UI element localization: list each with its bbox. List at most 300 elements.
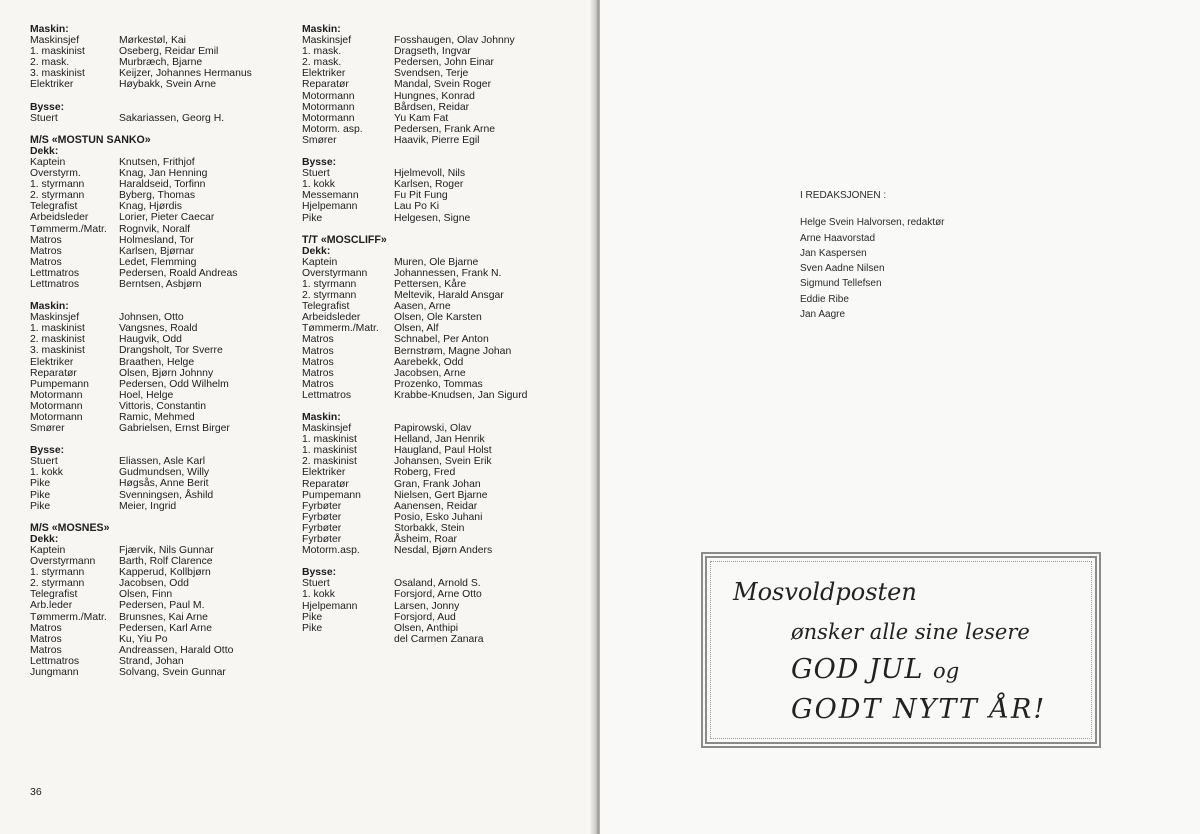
crew-name: Ramic, Mehmed [119, 412, 195, 423]
crew-row [30, 57, 292, 68]
crew-name: Yu Kam Fat [394, 112, 449, 124]
crew-role: Pumpemann [302, 489, 361, 501]
crew-row [30, 312, 292, 323]
crew-name: Karlsen, Bjørnar [119, 245, 195, 257]
greeting-line-1: Mosvoldposten [733, 578, 917, 606]
department-heading: Bysse: [302, 567, 337, 579]
crew-row [302, 423, 582, 434]
crew-row [302, 612, 582, 623]
crew-row [302, 135, 582, 146]
department-heading: Dekk: [30, 145, 59, 157]
crew-row [30, 379, 292, 390]
crew-row [302, 113, 582, 124]
crew-role: Fyrbøter [302, 522, 342, 534]
crew-row [302, 79, 582, 90]
crew-row [30, 612, 292, 623]
crew-role: 1. styrmann [30, 567, 85, 579]
crew-name: Murbræch, Bjarne [119, 57, 203, 69]
editorial-member: Arne Haavorstad [800, 232, 876, 244]
crew-section [30, 523, 292, 678]
crew-row [30, 645, 292, 656]
crew-role: Matros [302, 334, 334, 346]
crew-row [30, 224, 292, 235]
crew-name: Vangsnes, Roald [119, 323, 198, 335]
editorial-member: Eddie Ribe [800, 293, 849, 305]
crew-name: Ku, Yiu Po [119, 633, 168, 645]
crew-role: Matros [30, 234, 62, 246]
greeting-line-2: ønsker alle sine lesere [791, 620, 1030, 644]
crew-name: Knutsen, Frithjof [119, 156, 195, 168]
crew-role: Motormann [302, 112, 355, 124]
crew-name: Kapperud, Kollbjørn [119, 567, 211, 579]
crew-section [302, 567, 582, 645]
crew-name: Pedersen, Odd Wilhelm [119, 378, 229, 390]
crew-name: Storbakk, Stein [394, 522, 465, 534]
crew-name: Ledet, Flemming [119, 256, 197, 268]
crew-name: Haraldseid, Torfinn [119, 179, 206, 191]
crew-name: Gudmundsen, Willy [119, 467, 210, 479]
crew-section [30, 102, 292, 124]
crew-name: Eliassen, Asle Karl [119, 456, 206, 468]
crew-name: Haavik, Pierre Egil [394, 134, 480, 146]
crew-role: 2. styrmann [30, 190, 85, 202]
crew-name: Aasen, Arne [394, 301, 451, 313]
crew-name: Forsjord, Arne Otto [394, 589, 482, 601]
crew-name: Fosshaugen, Olav Johnny [394, 35, 515, 47]
crew-name: Osaland, Arnold S. [394, 578, 481, 590]
crew-row [302, 57, 582, 68]
crew-role: Lettmatros [30, 278, 80, 290]
crew-name: Olsen, Alf [394, 323, 439, 335]
crew-role: Pike [30, 489, 51, 501]
crew-row [302, 467, 582, 478]
crew-role: Overstyrmann [30, 556, 96, 568]
crew-role: Pumpemann [30, 378, 89, 390]
crew-role: Matros [302, 345, 334, 357]
crew-role: Motorm.asp. [302, 545, 360, 557]
crew-role: Telegrafist [302, 301, 350, 313]
crew-role: 2. styrmann [30, 578, 85, 590]
crew-name: Pedersen, Paul M. [119, 600, 205, 612]
crew-row [302, 323, 582, 334]
crew-role: Reparatør [302, 478, 349, 490]
crew-name: Hoel, Helge [119, 389, 174, 401]
crew-role: 1. kokk [302, 179, 335, 191]
crew-name: Helgesen, Signe [394, 212, 471, 224]
department-heading: Dekk: [30, 533, 59, 545]
crew-name: Berntsen, Asbjørn [119, 278, 202, 290]
crew-row [30, 556, 292, 567]
crew-name: Aarebekk, Odd [394, 356, 464, 368]
crew-row [30, 268, 292, 279]
crew-name: Olsen, Finn [119, 589, 173, 601]
crew-row [302, 312, 582, 323]
crew-row [302, 589, 582, 600]
crew-name: Bårdsen, Reidar [394, 101, 470, 113]
crew-role: Maskinsjef [302, 35, 352, 47]
crew-role: Stuert [302, 578, 330, 590]
crew-role: Motormann [30, 412, 83, 423]
crew-role: 1. kokk [302, 589, 335, 601]
department-heading: Bysse: [302, 157, 337, 169]
editorial-board [800, 188, 945, 322]
crew-name: Jacobsen, Arne [394, 367, 466, 379]
crew-name: Åsheim, Roar [394, 534, 457, 546]
crew-role: 1. maskinist [302, 434, 357, 446]
crew-row [30, 257, 292, 268]
crew-role: Kaptein [302, 256, 338, 268]
crew-section [30, 24, 292, 91]
crew-role: Tømmerm./Matr. [302, 323, 379, 335]
crew-row [302, 434, 582, 445]
crew-role: Motorm. asp. [302, 123, 363, 135]
crew-name: Olsen, Ole Karsten [394, 312, 482, 324]
crew-name: Helland, Jan Henrik [394, 434, 485, 446]
crew-name: Pedersen, Roald Andreas [119, 267, 238, 279]
crew-row [30, 412, 292, 423]
department-heading: Maskin: [30, 301, 69, 313]
crew-row [30, 545, 292, 556]
crew-row [30, 157, 292, 168]
crew-name: del Carmen Zanara [394, 633, 484, 645]
crew-row [302, 124, 582, 135]
crew-name: Aanensen, Reidar [394, 500, 478, 512]
crew-role: Motormann [30, 389, 83, 401]
crew-name: Pedersen, John Einar [394, 57, 494, 69]
crew-role: Stuert [302, 168, 330, 180]
crew-name: Oseberg, Reidar Emil [119, 46, 219, 58]
page-number: 36 [30, 786, 42, 798]
crew-role: Telegrafist [30, 589, 78, 601]
left-page [0, 0, 596, 834]
editorial-board-title: I REDAKSJONEN : [800, 190, 887, 201]
crew-name: Johansen, Svein Erik [394, 456, 492, 468]
crew-row [302, 368, 582, 379]
crew-row [302, 346, 582, 357]
crew-row [30, 334, 292, 345]
crew-role: Motormann [30, 400, 83, 412]
greeting-line-4: GODT NYTT ÅR! [791, 694, 1047, 725]
crew-role: Matros [30, 245, 62, 257]
crew-name: Pettersen, Kåre [394, 278, 467, 290]
crew-role: 3. maskinist [30, 345, 85, 357]
crew-row [30, 623, 292, 634]
crew-name: Nielsen, Gert Bjarne [394, 489, 488, 501]
crew-role: Arbeidsleder [30, 212, 89, 224]
crew-name: Mandal, Svein Roger [394, 79, 492, 91]
crew-section [30, 135, 292, 290]
crew-column-1 [30, 24, 292, 689]
crew-row [30, 246, 292, 257]
crew-section [30, 301, 292, 434]
crew-row [30, 567, 292, 578]
crew-role: Stuert [30, 456, 58, 468]
editorial-board-list [800, 215, 945, 322]
crew-role: 1. maskinist [30, 323, 85, 335]
crew-name: Krabbe-Knudsen, Jan Sigurd [394, 389, 528, 401]
crew-row [302, 201, 582, 212]
crew-row [30, 578, 292, 589]
crew-role: Matros [302, 356, 334, 368]
crew-row [30, 600, 292, 611]
crew-name: Prozenko, Tommas [394, 378, 483, 390]
crew-role: Reparatør [30, 367, 77, 379]
crew-role: Lettmatros [302, 389, 352, 401]
crew-name: Schnabel, Per Anton [394, 334, 489, 346]
crew-row [30, 190, 292, 201]
crew-role: Tømmerm./Matr. [30, 223, 107, 235]
crew-row [30, 345, 292, 356]
crew-role: Overstyrm. [30, 168, 81, 180]
crew-name: Johannessen, Frank N. [394, 267, 502, 279]
crew-row [302, 190, 582, 201]
crew-row [30, 589, 292, 600]
crew-name: Solvang, Svein Gunnar [119, 666, 226, 678]
crew-role: Matros [30, 633, 62, 645]
crew-name: Haugland, Paul Holst [394, 445, 492, 457]
crew-name: Bernstrøm, Magne Johan [394, 345, 512, 357]
crew-role: Maskinsjef [30, 35, 80, 47]
crew-role: 1. styrmann [302, 278, 357, 290]
crew-role: Pike [30, 478, 51, 490]
crew-row [30, 656, 292, 667]
crew-role: Pike [302, 611, 323, 623]
crew-name: Olsen, Anthipi [394, 622, 459, 634]
crew-role: Elektriker [302, 68, 346, 80]
crew-role: Maskinsjef [302, 423, 352, 435]
crew-name: Pedersen, Karl Arne [119, 622, 212, 634]
crew-role: Smører [302, 134, 337, 146]
crew-name: Johnsen, Otto [119, 312, 184, 324]
crew-row [302, 35, 582, 46]
crew-role: Matros [30, 644, 62, 656]
crew-row [30, 279, 292, 290]
editorial-member: Jan Aagre [800, 309, 846, 321]
crew-name: Posio, Esko Juhani [394, 511, 483, 523]
greeting-line-3 [791, 654, 959, 685]
crew-role: Fyrbøter [302, 511, 342, 523]
crew-row [302, 456, 582, 467]
ship-name: M/S «MOSNES» [30, 521, 110, 534]
crew-role: 1. maskinist [302, 445, 357, 457]
crew-row [30, 456, 292, 467]
crew-name: Haugvik, Odd [119, 334, 182, 346]
crew-row [302, 490, 582, 501]
crew-role: Pike [302, 622, 323, 634]
crew-name: Høgsås, Anne Berit [119, 478, 209, 490]
crew-role: Overstyrmann [302, 267, 368, 279]
crew-row [302, 301, 582, 312]
crew-row [30, 501, 292, 512]
crew-row [30, 478, 292, 489]
crew-row [302, 257, 582, 268]
crew-row [30, 235, 292, 246]
crew-row [302, 623, 582, 634]
crew-role: 1. styrmann [30, 179, 85, 191]
crew-name: Brunsnes, Kai Arne [119, 611, 208, 623]
crew-name: Drangsholt, Tor Sverre [119, 345, 223, 357]
crew-section [302, 412, 582, 556]
crew-role: Matros [302, 367, 334, 379]
crew-section [302, 157, 582, 224]
crew-row [30, 368, 292, 379]
crew-row [302, 501, 582, 512]
crew-name: Holmesland, Tor [119, 234, 194, 246]
crew-name: Gabrielsen, Ernst Birger [119, 423, 230, 435]
crew-name: Lau Po Ki [394, 201, 440, 213]
crew-row [302, 545, 582, 556]
crew-name: Byberg, Thomas [119, 190, 196, 202]
crew-row [30, 323, 292, 334]
crew-role: Jungmann [30, 666, 79, 678]
crew-name: Fu Pit Fung [394, 190, 448, 202]
crew-role: Smører [30, 423, 65, 435]
crew-role [302, 634, 394, 645]
crew-name: Svenningsen, Åshild [119, 489, 214, 501]
greeting-og: og [933, 659, 960, 683]
crew-role: Matros [30, 256, 62, 268]
crew-row [30, 201, 292, 212]
crew-role: Maskinsjef [30, 312, 80, 324]
crew-role: Lettmatros [30, 655, 80, 667]
crew-row [302, 279, 582, 290]
crew-role: Elektriker [302, 467, 346, 479]
crew-role: Arbeidsleder [302, 312, 361, 324]
crew-role: Matros [30, 622, 62, 634]
crew-role: Pike [30, 500, 51, 512]
crew-row [302, 334, 582, 345]
crew-row [30, 357, 292, 368]
crew-row [302, 445, 582, 456]
crew-role: 2. mask. [30, 57, 70, 69]
crew-row [30, 35, 292, 46]
crew-row [302, 290, 582, 301]
crew-role: 2. mask. [302, 57, 342, 69]
crew-row [30, 68, 292, 79]
crew-row [302, 268, 582, 279]
crew-row [302, 168, 582, 179]
crew-role: Matros [302, 378, 334, 390]
crew-role: 1. kokk [30, 467, 63, 479]
crew-row [302, 379, 582, 390]
crew-name: Nesdal, Bjørn Anders [394, 545, 493, 557]
crew-name: Sakariassen, Georg H. [119, 112, 225, 124]
crew-role: Elektriker [30, 79, 74, 91]
crew-row [302, 91, 582, 102]
crew-role: Hjelpemann [302, 600, 358, 612]
crew-name: Lorier, Pieter Caecar [119, 212, 215, 224]
crew-row [30, 667, 292, 678]
ship-name: M/S «MOSTUN SANKO» [30, 133, 151, 146]
department-heading: Maskin: [302, 412, 341, 423]
crew-role: Arb.leder [30, 600, 73, 612]
crew-role: 2. maskinist [302, 456, 357, 468]
crew-name: Larsen, Jonny [394, 600, 460, 612]
crew-name: Keijzer, Johannes Hermanus [119, 68, 252, 80]
crew-section [302, 24, 582, 146]
editorial-member: Sven Aadne Nilsen [800, 263, 885, 275]
crew-row [302, 390, 582, 401]
crew-name: Hungnes, Konrad [394, 90, 475, 102]
crew-name: Pedersen, Frank Arne [394, 123, 496, 135]
crew-row [302, 534, 582, 545]
editorial-member: Sigmund Tellefsen [800, 278, 882, 290]
crew-name: Høybakk, Svein Arne [119, 79, 217, 91]
crew-role: Motormann [302, 101, 355, 113]
crew-row [302, 46, 582, 57]
crew-role: Hjelpemann [302, 201, 358, 213]
crew-name: Olsen, Bjørn Johnny [119, 367, 214, 379]
crew-role: Reparatør [302, 79, 349, 91]
crew-role: Motormann [302, 90, 355, 102]
crew-name: Meltevik, Harald Ansgar [394, 290, 504, 302]
crew-name: Rognvik, Noralf [119, 223, 191, 235]
crew-name: Dragseth, Ingvar [394, 46, 471, 58]
crew-row [302, 634, 582, 645]
crew-name: Fjærvik, Nils Gunnar [119, 544, 214, 556]
ship-name: T/T «MOSCLIFF» [302, 233, 387, 246]
christmas-greeting-box [701, 552, 1101, 748]
crew-section [30, 445, 292, 512]
crew-name: Strand, Johan [119, 655, 184, 667]
crew-name: Muren, Ole Bjarne [394, 256, 479, 268]
crew-role: Stuert [30, 112, 58, 124]
crew-name: Barth, Rolf Clarence [119, 556, 213, 568]
crew-row [302, 213, 582, 224]
crew-name: Knag, Hjørdis [119, 201, 182, 213]
crew-name: Mørkestøl, Kai [119, 35, 186, 47]
crew-role: Telegrafist [30, 201, 78, 213]
crew-role: Fyrbøter [302, 534, 342, 546]
crew-row [30, 168, 292, 179]
crew-row [302, 179, 582, 190]
crew-row [30, 401, 292, 412]
crew-role: 1. maskinist [30, 46, 85, 58]
crew-row [30, 634, 292, 645]
crew-row [302, 479, 582, 490]
crew-row [302, 601, 582, 612]
crew-row [302, 523, 582, 534]
crew-row [302, 512, 582, 523]
editorial-member: Helge Svein Halvorsen, redaktør [800, 217, 945, 229]
crew-row [30, 390, 292, 401]
crew-row [30, 212, 292, 223]
crew-name: Andreassen, Harald Otto [119, 644, 234, 656]
crew-name: Gran, Frank Johan [394, 478, 481, 490]
crew-name: Braathen, Helge [119, 356, 195, 368]
crew-role: Lettmatros [30, 267, 80, 279]
crew-row [30, 179, 292, 190]
greeting-god-jul: GOD JUL [791, 654, 924, 685]
crew-role: 1. mask. [302, 46, 342, 58]
crew-name: Forsjord, Aud [394, 611, 456, 623]
crew-name: Karlsen, Roger [394, 179, 464, 191]
crew-row [30, 467, 292, 478]
crew-name: Vittoris, Constantin [119, 400, 207, 412]
editorial-member: Jan Kaspersen [800, 247, 867, 259]
crew-column-2 [302, 24, 582, 656]
crew-role: Messemann [302, 190, 359, 202]
crew-role: 3. maskinist [30, 68, 85, 80]
department-heading: Dekk: [302, 245, 331, 257]
crew-role: Fyrbøter [302, 500, 342, 512]
crew-role: Kaptein [30, 544, 66, 556]
crew-row [30, 79, 292, 90]
crew-role: Kaptein [30, 156, 66, 168]
crew-row [302, 102, 582, 113]
crew-role: Pike [302, 212, 323, 224]
crew-row [30, 113, 292, 124]
